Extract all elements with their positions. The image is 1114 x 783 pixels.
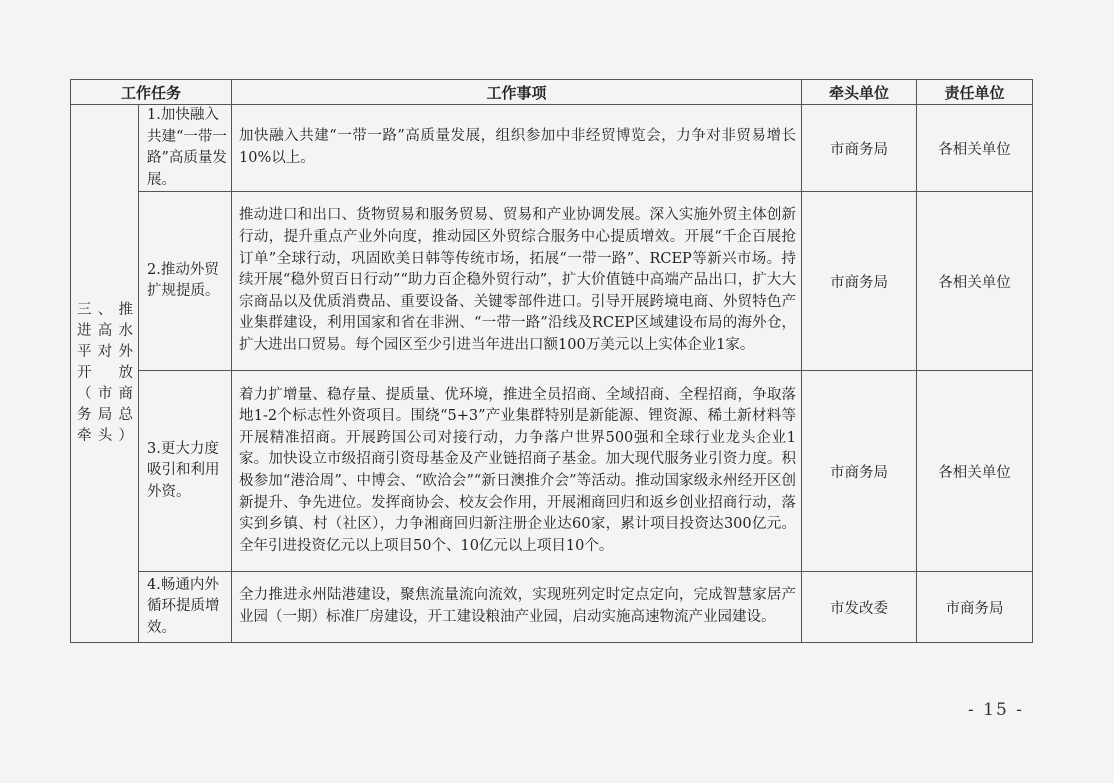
detail-cell: 着力扩增量、稳存量、提质量、优环境，推进全员招商、全域招商、全程招商，争取落地1-2个标志性外资项目。围绕“5+3”产业集群特别是新能源、锂资源、稀土新材料等开展精准招商。开展跨国公司对接行动，力争落户世界500强和全球行业龙头企业1家。加快设立市级招商引资母基金及产业链招商子基金。加大现代服务业引资力度。积极参加“港洽周”、中博会、“欧洽会”“新日澳推介会”等活动。推动国家级永州经开区创新提升、争先进位。发挥商协会、校友会作用，开展湘商回归和返乡创业招商行动，落实到乡镇、村（社区），力争湘商回归新注册企业达60家，累计项目投资达300亿元。全年引进投资亿元以上项目50个、10亿元以上项目10个。 (232, 371, 802, 572)
detail-cell: 加快融入共建“一带一路”高质量发展，组织参加中非经贸博览会，力争对非贸易增长10%以上。 (232, 105, 802, 192)
responsible-unit-cell: 各相关单位 (917, 371, 1033, 572)
lead-unit-cell: 市商务局 (802, 192, 917, 371)
work-task-table (70, 79, 1033, 643)
page-number: - 15 - (968, 700, 1024, 720)
responsible-unit-cell: 各相关单位 (917, 192, 1033, 371)
responsible-unit-cell: 市商务局 (917, 572, 1033, 643)
detail-cell: 全力推进永州陆港建设，聚焦流量流向流效，实现班列定时定点定向，完成智慧家居产业园（一期）标准厂房建设，开工建设粮油产业园，启动实施高速物流产业园建设。 (232, 572, 802, 643)
table-row (71, 105, 1033, 192)
header-detail: 工作事项 (232, 80, 802, 105)
table-row (71, 192, 1033, 371)
header-task: 工作任务 (71, 80, 232, 105)
lead-unit-cell: 市发改委 (802, 572, 917, 643)
category-cell: 三、推进高水平对外开放（市商务局总牵头） (71, 105, 139, 643)
lead-unit-cell: 市商务局 (802, 105, 917, 192)
task-cell: 3.更大力度吸引和利用外资。 (139, 371, 232, 572)
table-row (71, 572, 1033, 643)
header-responsible-unit: 责任单位 (917, 80, 1033, 105)
table-header-row (71, 80, 1033, 105)
detail-cell: 推动进口和出口、货物贸易和服务贸易、贸易和产业协调发展。深入实施外贸主体创新行动，提升重点产业外向度，推动园区外贸综合服务中心提质增效。开展“千企百展抢订单”全球行动，巩固欧美日韩等传统市场，拓展“一带一路”、RCEP等新兴市场。持续开展“稳外贸百日行动”“助力百企稳外贸行动”，扩大价值链中高端产品出口，扩大大宗商品以及优质消费品、重要设备、关键零部件进口。引导开展跨境电商、外贸特色产业集群建设，利用国家和省在非洲、“一带一路”沿线及RCEP区域建设布局的海外仓，扩大进出口贸易。每个园区至少引进当年进出口额100万美元以上实体企业1家。 (232, 192, 802, 371)
responsible-unit-cell: 各相关单位 (917, 105, 1033, 192)
task-cell: 4.畅通内外循环提质增效。 (139, 572, 232, 643)
lead-unit-cell: 市商务局 (802, 371, 917, 572)
task-cell: 2.推动外贸扩规提质。 (139, 192, 232, 371)
table-row (71, 371, 1033, 572)
task-cell: 1.加快融入共建“一带一路”高质量发展。 (139, 105, 232, 192)
header-lead-unit: 牵头单位 (802, 80, 917, 105)
